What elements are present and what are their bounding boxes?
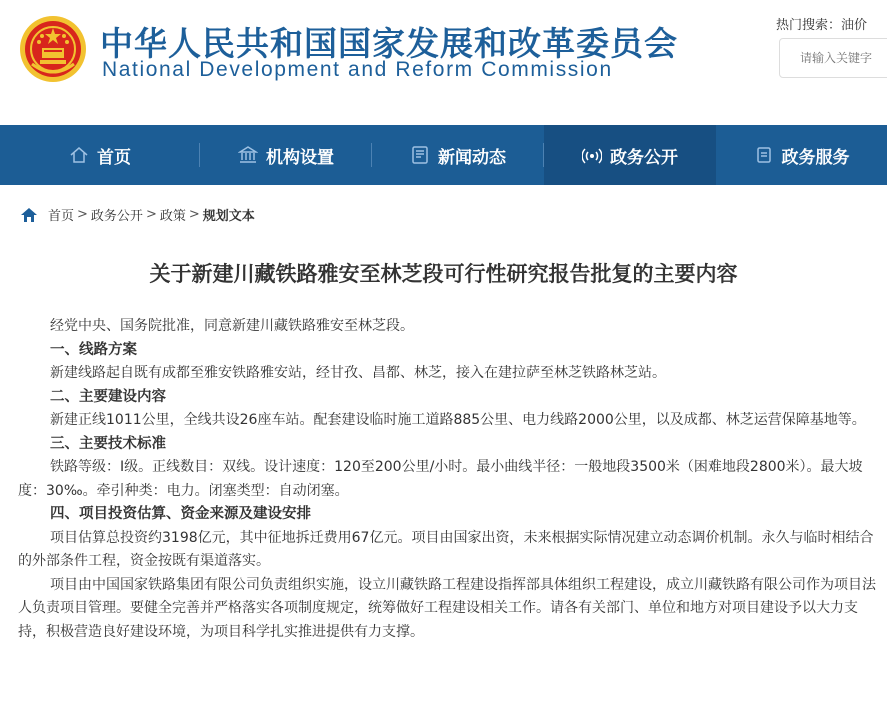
nav-label: 新闻动态: [438, 147, 506, 168]
site-title-chinese[interactable]: 中华人民共和国国家发展和改革委员会: [100, 24, 678, 63]
nav-item-home[interactable]: [0, 125, 200, 185]
section-heading: 二、主要建设内容: [50, 388, 166, 405]
document-icon: [754, 145, 774, 165]
home-icon: [69, 145, 89, 165]
section-heading: 三、主要技术标准: [50, 435, 166, 452]
site-header: [0, 0, 887, 125]
section-paragraph: 新建正线1011公里，全线共设26座车站。配套建设临时施工道路885公里、电力线路2000公里，以及成都、林芝运营保障基地等。: [50, 412, 866, 428]
nav-label: 政务服务: [781, 147, 850, 168]
building-icon: [238, 145, 258, 165]
section-paragraph: 新建线路起自既有成都至雅安铁路雅安站，经甘孜、昌都、林芝，接入在建拉萨至林芝铁路林芝站。: [50, 365, 666, 381]
hot-search-label[interactable]: 热门搜索：油价: [776, 18, 868, 33]
news-icon: [410, 145, 430, 165]
breadcrumb-separator: >: [188, 207, 200, 222]
article-title: 关于新建川藏铁路雅安至林芝段可行性研究报告批复的主要内容: [149, 262, 738, 286]
nav-item-news[interactable]: [372, 125, 544, 185]
breadcrumb-home[interactable]: 首页: [48, 209, 75, 224]
section-heading: 一、线路方案: [50, 341, 137, 358]
section-paragraph: 项目由中国国家铁路集团有限公司负责组织实施，设立川藏铁路工程建设指挥部具体组织工程建设，成立川藏铁路有限公司作为项目法人负责项目管理。要健全完善并严格落实各项制度规定，统筹做好工程建设相关工作。请各有关部门、单位和地方对项目建设予以大力支持，积极营造良好建设环境，为项目科学扎实推进提供有力支撑。: [18, 576, 876, 640]
national-emblem-logo[interactable]: [18, 14, 88, 84]
section-paragraph: 项目估算总投资约3198亿元，其中征地拆迁费用67亿元。项目由国家出资，未来根据实际情况建立动态调价机制。永久与临时相结合的外部条件工程，资金按既有渠道落实。: [18, 529, 874, 569]
nav-item-government-services[interactable]: [716, 125, 887, 185]
breadcrumb-policy[interactable]: 政策: [159, 209, 186, 224]
section-heading: 四、项目投资估算、资金来源及建设安排: [50, 506, 311, 522]
main-nav: [0, 125, 887, 185]
article-body: [18, 315, 878, 644]
site-title-english[interactable]: National Development and Reform Commission: [102, 58, 613, 81]
breadcrumb-government-affairs[interactable]: 政务公开: [90, 209, 143, 224]
broadcast-icon: [582, 145, 602, 165]
home-icon[interactable]: [20, 207, 38, 223]
nav-label: 机构设置: [266, 147, 334, 168]
section-paragraph: 铁路等级：Ⅰ级。正线数目：双线。设计速度：120至200公里/小时。最小曲线半径：一般地段3500米（困难地段2800米）。最大坡度：30‰。牵引种类：电力。闭塞类型：自动闭塞。: [18, 459, 863, 499]
nav-label: 政务公开: [610, 147, 678, 168]
breadcrumb-current[interactable]: 规划文本: [202, 209, 255, 224]
breadcrumb-separator: >: [145, 207, 157, 222]
breadcrumb-separator: >: [77, 207, 88, 222]
nav-item-government-affairs[interactable]: [544, 125, 716, 185]
nav-item-organization[interactable]: [200, 125, 372, 185]
breadcrumb: [20, 205, 255, 224]
search-input[interactable]: [779, 38, 887, 78]
article-intro: 经党中央、国务院批准，同意新建川藏铁路雅安至林芝段。: [50, 318, 414, 334]
nav-label: 首页: [97, 147, 131, 168]
